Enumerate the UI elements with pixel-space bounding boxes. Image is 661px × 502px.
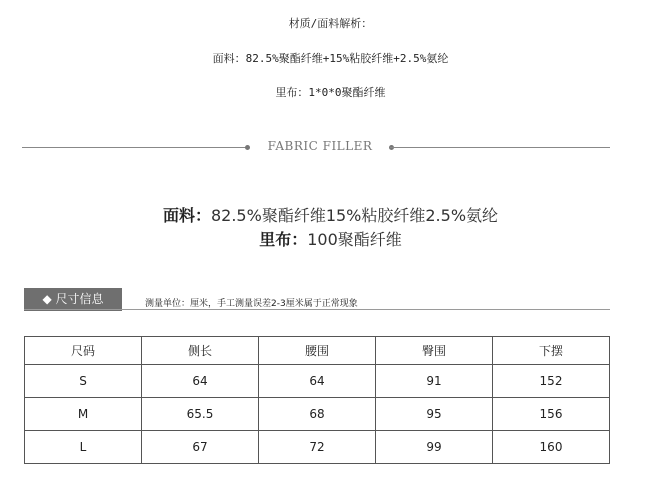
- header-side-length: 侧长: [142, 337, 259, 365]
- fabric-summary-value: 82.5%聚酯纤维15%粘胶纤维2.5%氨纶: [210, 206, 499, 225]
- divider-left-rule: [22, 147, 248, 148]
- table-row: [25, 365, 610, 398]
- size-info-rule: [24, 309, 610, 310]
- table-row: [25, 398, 610, 431]
- table-row: [25, 431, 610, 464]
- cell-waist: 64: [259, 365, 376, 398]
- size-table-header-row: [25, 337, 610, 365]
- cell-hip: 95: [376, 398, 493, 431]
- cell-hem: 152: [493, 365, 610, 398]
- divider-title: FABRIC FILLER: [267, 139, 373, 153]
- fabric-filler-divider: [22, 138, 610, 158]
- lining-summary-label: 里布：: [259, 230, 308, 249]
- lining-summary: [0, 227, 661, 250]
- measurement-note: 测量单位：厘米，手工测量误差2-3厘米属于正常现象: [145, 299, 358, 309]
- fabric-summary-label: 面料：: [162, 206, 211, 225]
- cell-side-length: 64: [142, 365, 259, 398]
- cell-side-length: 65.5: [142, 398, 259, 431]
- cell-hip: 91: [376, 365, 493, 398]
- cell-hip: 99: [376, 431, 493, 464]
- size-info-tag: ◆ 尺寸信息: [24, 288, 122, 311]
- header-hem: 下摆: [493, 337, 610, 365]
- material-heading: 材质/面料解析：: [288, 17, 373, 30]
- size-table: [24, 336, 610, 464]
- cell-size: L: [25, 431, 142, 464]
- cell-hem: 160: [493, 431, 610, 464]
- header-hip: 臀围: [376, 337, 493, 365]
- divider-left-dot-icon: [245, 145, 250, 150]
- cell-waist: 68: [259, 398, 376, 431]
- fabric-summary: [0, 203, 661, 226]
- lining-composition-line: 里布：1*0*0聚酯纤维: [275, 86, 386, 99]
- header-waist: 腰围: [259, 337, 376, 365]
- cell-size: M: [25, 398, 142, 431]
- fabric-composition-line: 面料：82.5%聚酯纤维+15%粘胶纤维+2.5%氨纶: [212, 52, 449, 65]
- cell-side-length: 67: [142, 431, 259, 464]
- cell-waist: 72: [259, 431, 376, 464]
- cell-size: S: [25, 365, 142, 398]
- divider-right-rule: [390, 147, 610, 148]
- lining-summary-value: 100聚酯纤维: [307, 230, 402, 249]
- header-size: 尺码: [25, 337, 142, 365]
- cell-hem: 156: [493, 398, 610, 431]
